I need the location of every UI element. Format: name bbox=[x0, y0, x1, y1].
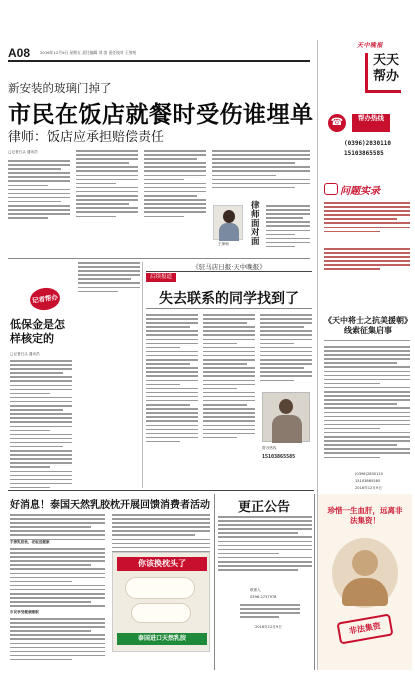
lead-col-4 bbox=[212, 150, 310, 188]
pillow-icon-2 bbox=[131, 603, 191, 623]
correction-body bbox=[218, 516, 312, 571]
divider-1 bbox=[8, 258, 310, 259]
pillow-icon bbox=[125, 577, 195, 599]
special-col-1 bbox=[146, 314, 198, 442]
good-news-col-1 bbox=[10, 514, 105, 540]
product-label: 你该换枕头了 bbox=[117, 557, 207, 571]
hotline-phone-2[interactable]: 15103865585 bbox=[344, 150, 384, 157]
pillow-ad-image bbox=[112, 552, 210, 652]
ad-stamp-text: 非法集资 bbox=[348, 621, 382, 636]
ad-headline: 珍惜一生血肝，远离非法集资！ bbox=[327, 506, 403, 525]
hotline-box bbox=[322, 104, 412, 176]
qa-title: 问题实录 bbox=[340, 186, 380, 197]
special-photo bbox=[262, 392, 310, 442]
special-badge: 后续报道 bbox=[146, 273, 176, 282]
good-news-tagline-1: 手捧乳胶枕，老板送健康 bbox=[10, 540, 50, 544]
shop-name: 泰国进口天然乳胶 bbox=[117, 633, 207, 645]
divider-v2 bbox=[214, 494, 215, 670]
good-news-title: 好消息！泰国天然乳胶枕开展回馈消费者活动 bbox=[10, 500, 210, 511]
header-rule bbox=[8, 60, 310, 62]
divider-2 bbox=[8, 490, 314, 491]
notice-phone-1[interactable]: (0396)2830110 bbox=[355, 472, 383, 476]
correction-phone[interactable]: 0396-2737978 bbox=[250, 595, 277, 599]
notice-title: 《天中将士之抗美援朝》线索征集启事 bbox=[324, 316, 412, 335]
good-news-col-1c bbox=[10, 618, 105, 660]
section-name: 天天帮办 bbox=[372, 53, 399, 84]
lead-byline: □记者石头 通讯员 bbox=[8, 150, 38, 154]
special-contact-label: 帮办热线 bbox=[262, 446, 277, 450]
special-col-2 bbox=[203, 314, 255, 438]
date-line: 2016年12月9日 星期五 责任编辑 刘 滨 责任校对 王黎苑 bbox=[40, 50, 137, 55]
qa-text-2 bbox=[324, 248, 410, 270]
reporter-byline: □记者石头 通讯员 bbox=[10, 352, 40, 356]
special-rule bbox=[146, 308, 312, 309]
divider-v3 bbox=[314, 494, 315, 670]
lead-col-3 bbox=[144, 150, 206, 217]
reporter-badge-text: 记者帮办 bbox=[31, 293, 59, 305]
notice-phone-2[interactable]: 15103865585 bbox=[355, 479, 381, 483]
hotline-phone-1[interactable]: (0396)2830110 bbox=[344, 140, 391, 147]
notice-date: 2016年12月9日 bbox=[355, 486, 382, 490]
reporter-body-2 bbox=[78, 262, 140, 292]
lawyer-label: 律师面对面 bbox=[251, 201, 260, 247]
special-title: 失去联系的同学找到了 bbox=[159, 291, 299, 307]
good-news-col-1b bbox=[10, 548, 105, 607]
qa-icon bbox=[324, 183, 338, 195]
section-name-box bbox=[365, 53, 401, 93]
reporter-title: 低保金是怎样核定的 bbox=[10, 318, 65, 345]
ad-box bbox=[318, 494, 412, 670]
lead-col-2 bbox=[76, 150, 138, 217]
page-number: A08 bbox=[8, 46, 31, 60]
special-banner: 《驻马店日报·天中晚报》 bbox=[146, 262, 312, 272]
lead-headline: 市民在饭店就餐时受伤谁埋单 bbox=[8, 102, 314, 128]
notice-rule bbox=[324, 340, 410, 341]
brand-small: 天中晚报 bbox=[357, 42, 384, 49]
qa-text-1 bbox=[324, 202, 410, 232]
lead-subhead: 律师：饭店应承担赔偿责任 bbox=[8, 130, 165, 145]
ad-stamp bbox=[337, 613, 394, 644]
lead-kicker: 新安装的玻璃门掉了 bbox=[8, 81, 112, 95]
phone-icon: ☎ bbox=[328, 114, 346, 132]
correction-title: 更正公告 bbox=[237, 500, 290, 515]
correction-body-2 bbox=[240, 604, 300, 618]
correction-date: 2016年12月9日 bbox=[255, 625, 282, 629]
special-contact-phone[interactable]: 15103865585 bbox=[262, 454, 296, 460]
hotline-title: 帮办热线 bbox=[352, 114, 390, 132]
lead-col-1 bbox=[8, 160, 70, 219]
lawyer-text bbox=[266, 205, 310, 247]
section-logo bbox=[355, 40, 410, 100]
good-news-tagline-2: 市民享受健康睡眠 bbox=[10, 610, 39, 614]
correction-contact: 联系人 bbox=[250, 588, 261, 592]
lawyer-name: 王律师 bbox=[218, 242, 229, 246]
lawyer-photo bbox=[213, 205, 243, 240]
ad-illustration bbox=[332, 538, 398, 608]
divider-v1 bbox=[142, 262, 143, 488]
reporter-body bbox=[10, 360, 72, 488]
notice-body bbox=[324, 346, 410, 458]
special-col-3 bbox=[260, 314, 312, 381]
reporter-badge bbox=[29, 286, 62, 312]
